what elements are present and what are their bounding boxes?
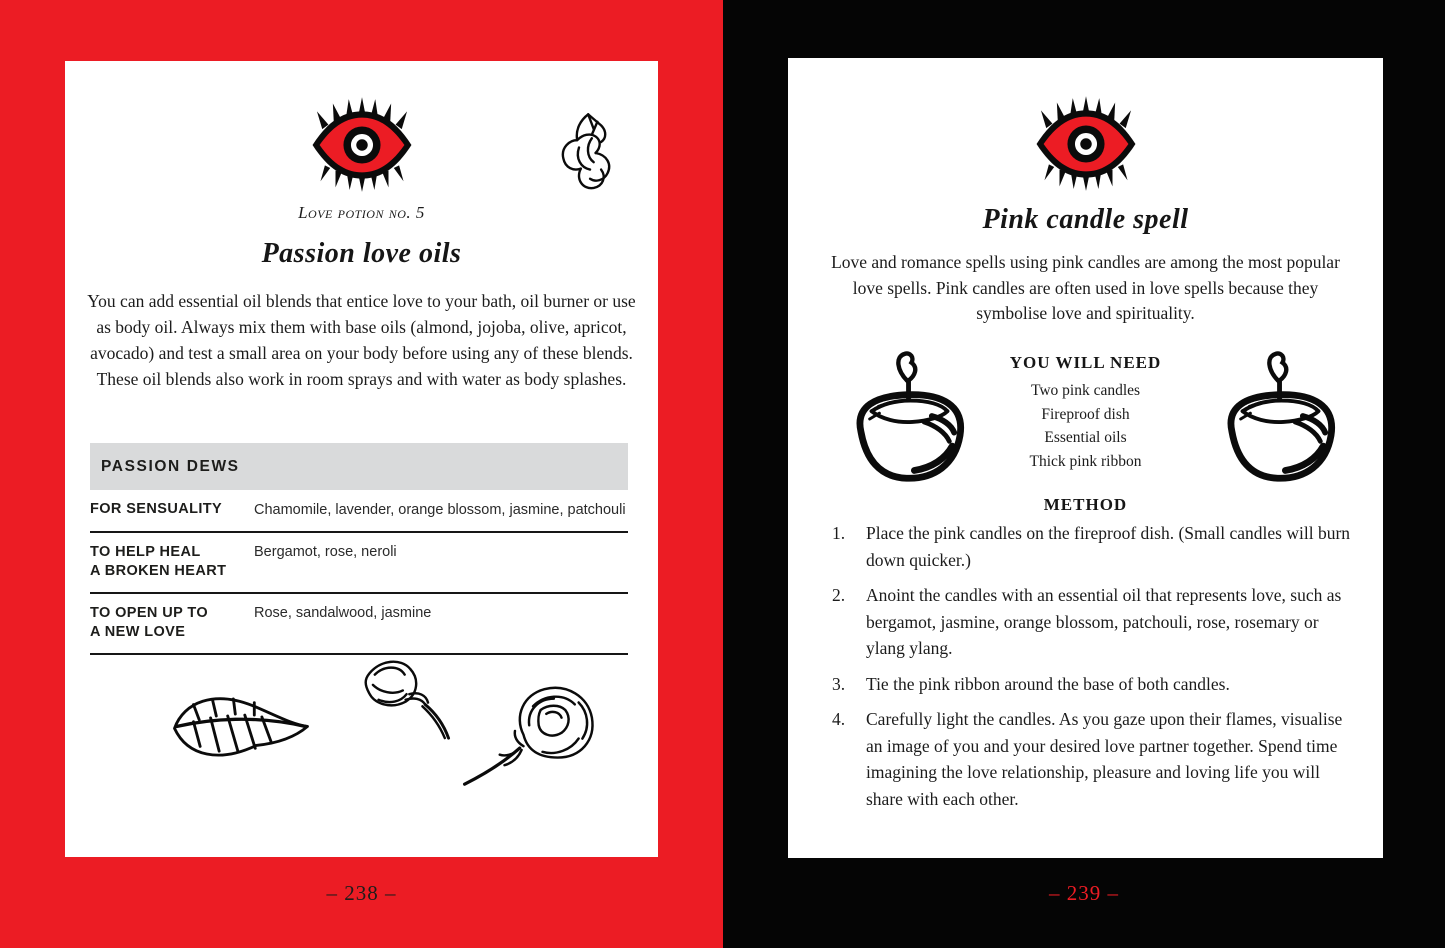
right-page [788,58,1383,858]
step-number: 2. [832,585,846,605]
method-step [832,671,1356,698]
list-item: Essential oils [1044,429,1127,446]
step-text: Anoint the candles with an essential oil that represents love, such as bergamot, jasmine, orange blossom, patchouli, rose, rosemary or ylang ylang. [866,585,1342,658]
right-panel [723,0,1445,948]
list-item: Fireproof dish [1041,405,1130,423]
table-row [90,490,628,533]
evil-eye-icon [1033,93,1139,195]
method-step [832,520,1356,573]
step-number: 1. [832,523,846,543]
step-text: Carefully light the candles. As you gaze upon their flames, visualise an image of you and your desired love partner together. Spend time imagining the love relationship, pleasure and loving life you will share with each other. [866,709,1343,809]
table-header: PASSION DEWS [90,443,628,490]
method-step [832,706,1356,812]
step-text: Place the pink candles on the fireproof dish. (Small candles will burn down quicker.) [866,523,1351,570]
passion-dews-table [90,443,628,655]
you-will-need-heading: YOU WILL NEED [1009,353,1162,372]
step-number: 4. [832,709,846,729]
row-value: Rose, sandalwood, jasmine [254,605,432,621]
jasmine-blossom-icon [531,107,627,199]
you-will-need-list [788,379,1383,473]
method-step [832,582,1356,662]
method-heading: METHOD [1043,495,1128,514]
leaf-icon [165,679,317,791]
row-label: TO HELP HEAL A BROKEN HEART [90,543,227,579]
page-number-left: – 238 – [326,881,397,905]
table-row [90,594,628,655]
right-page-title: Pink candle spell [982,204,1189,235]
rose-flower-icon [457,667,609,793]
row-label: FOR SENSUALITY [90,501,223,517]
left-page-title: Passion love oils [261,238,462,269]
right-intro-paragraph: Love and romance spells using pink candles are among the most popular love spells. Pink candles are often used in love spells because they symbolise love and spirituality. [831,252,1340,324]
table-row [90,533,628,594]
row-value: Bergamot, rose, neroli [254,544,397,560]
method-steps [832,520,1356,821]
step-text: Tie the pink ribbon around the base of both candles. [866,673,1230,694]
left-page [65,61,658,857]
page-number-right: – 239 – [1049,881,1119,905]
list-item: Thick pink ribbon [1029,452,1142,470]
list-item: Two pink candles [1030,382,1141,399]
kicker-love-potion: Love potion no. 5 [298,203,425,222]
row-label: TO OPEN UP TO A NEW LOVE [90,604,209,640]
left-intro-paragraph: You can add essential oil blends that entice love to your bath, oil burner or use as body oil. Always mix them with base oils (almond, jojoba, olive, apricot, avocado) and test a small area on your body before using any of these blends. These oil blends also work in room sprays and with water as body splashes. [87,291,636,389]
evil-eye-icon [309,94,415,196]
step-number: 3. [832,673,846,694]
row-value: Chamomile, lavender, orange blossom, jasmine, patchouli [254,501,626,518]
flower-bud-icon [339,655,461,767]
